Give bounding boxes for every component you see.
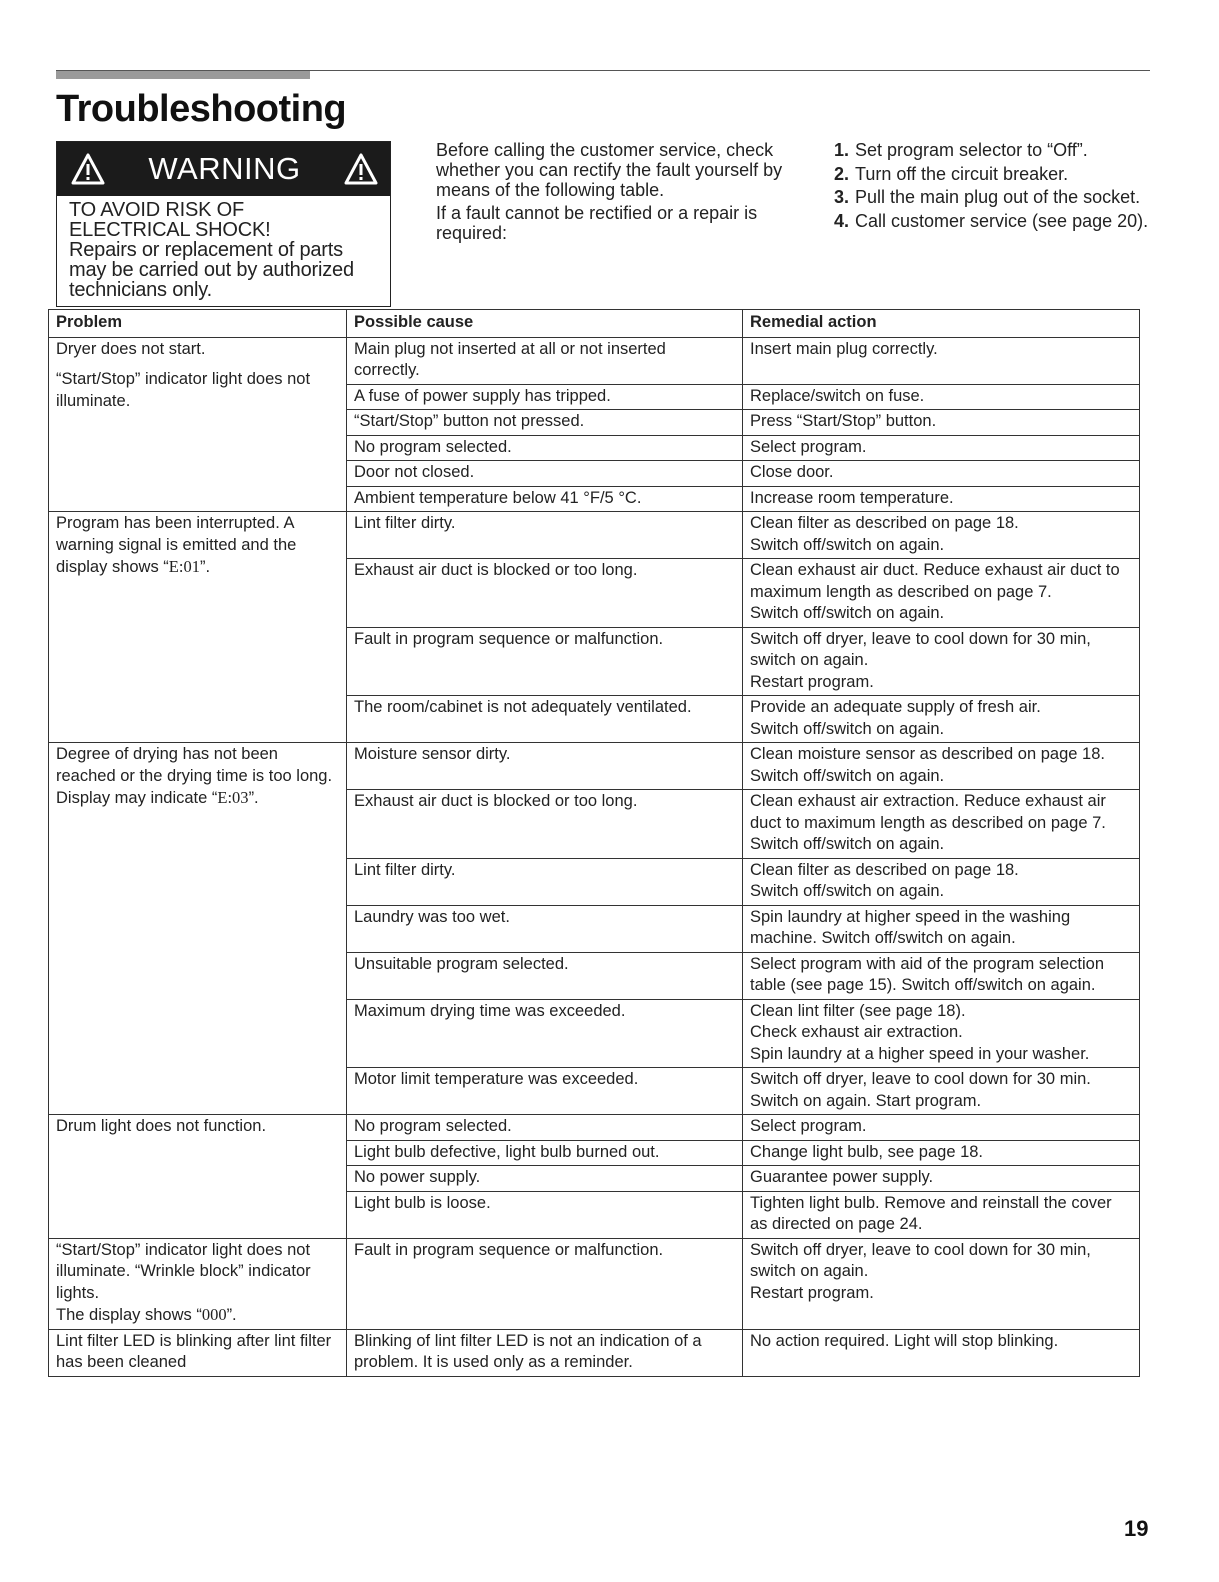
cause-cell: No program selected. bbox=[347, 1115, 743, 1141]
table-row bbox=[49, 1115, 1140, 1141]
action-line: Increase room temperature. bbox=[750, 488, 954, 507]
action-cell bbox=[743, 1115, 1140, 1141]
problem-cell bbox=[49, 337, 347, 512]
problem-cell bbox=[49, 1329, 347, 1376]
action-line: Switch off dryer, leave to cool down for 30 min, switch on again. bbox=[750, 629, 1091, 669]
problem-text: Degree of drying has not been reached or the drying time is too long. bbox=[56, 745, 333, 785]
warning-header bbox=[57, 142, 390, 196]
action-cell bbox=[743, 512, 1140, 559]
warning-box bbox=[56, 141, 391, 307]
problem-cell bbox=[49, 1115, 347, 1239]
warning-line: ELECTRICAL SHOCK! bbox=[69, 219, 271, 241]
action-line: Provide an adequate supply of fresh air. bbox=[750, 698, 1041, 716]
step-number: 4. bbox=[834, 210, 850, 231]
action-line: Press “Start/Stop” button. bbox=[750, 412, 937, 430]
warning-line: Repairs or replacement of parts bbox=[69, 239, 343, 261]
action-cell bbox=[743, 1140, 1140, 1166]
action-line: Change light bulb, see page 18. bbox=[750, 1142, 984, 1161]
column-header-problem: Problem bbox=[49, 310, 347, 338]
problem-display-line bbox=[56, 787, 339, 810]
action-cell bbox=[743, 696, 1140, 743]
cause-cell: Blinking of lint filter LED is not an indication of a problem. It is used only as a reminder. bbox=[347, 1329, 743, 1376]
problem-text: Program has been interrupted. A warning signal is emitted and the display shows “ bbox=[56, 514, 297, 576]
cause-cell: Light bulb is loose. bbox=[347, 1191, 743, 1238]
table-body bbox=[49, 337, 1140, 1376]
problem-text: The display shows “ bbox=[56, 1306, 202, 1324]
table-row bbox=[49, 337, 1140, 384]
action-line: Clean exhaust air extraction. Reduce exhaust air duct to maximum length as described on page 7. bbox=[750, 792, 1106, 832]
cause-cell: Lint filter dirty. bbox=[347, 512, 743, 559]
action-line: Clean filter as described on page 18. bbox=[750, 514, 1019, 532]
intro-text bbox=[436, 140, 786, 243]
problem-cell bbox=[49, 512, 347, 743]
cause-cell: Motor limit temperature was exceeded. bbox=[347, 1068, 743, 1115]
step-number: 2. bbox=[834, 163, 850, 184]
step-text: Set program selector to “Off”. bbox=[855, 140, 1088, 160]
action-line: Select program with aid of the program selection table (see page 15). Switch off/switch on again. bbox=[750, 954, 1105, 994]
action-line: Switch off/switch on again. bbox=[750, 835, 945, 853]
step-text: Turn off the circuit breaker. bbox=[855, 163, 1069, 184]
cause-cell: A fuse of power supply has tripped. bbox=[347, 384, 743, 410]
action-line: Close door. bbox=[750, 463, 834, 481]
table-header-row bbox=[49, 310, 1140, 338]
action-line: Insert main plug correctly. bbox=[750, 339, 938, 358]
action-line: Switch off/switch on again. bbox=[750, 604, 945, 622]
column-header-cause: Possible cause bbox=[347, 310, 743, 338]
intro-paragraph: If a fault cannot be rectified or a repair is required: bbox=[436, 203, 758, 243]
action-cell bbox=[743, 435, 1140, 461]
step-item bbox=[834, 140, 1154, 161]
problem-text: “Start/Stop” indicator light does not illuminate. bbox=[56, 370, 311, 410]
error-code: E:03 bbox=[217, 788, 249, 807]
step-number: 1. bbox=[834, 140, 850, 160]
action-line: Switch off/switch on again. bbox=[750, 882, 945, 900]
action-cell bbox=[743, 790, 1140, 859]
action-cell bbox=[743, 337, 1140, 384]
cause-cell: Light bulb defective, light bulb burned out. bbox=[347, 1140, 743, 1166]
action-line: Clean moisture sensor as described on page 18. bbox=[750, 745, 1105, 763]
action-line: Restart program. bbox=[750, 1283, 874, 1302]
table-row bbox=[49, 743, 1140, 790]
table-row bbox=[49, 512, 1140, 559]
action-cell bbox=[743, 743, 1140, 790]
action-line: Switch off/switch on again. bbox=[750, 766, 945, 785]
action-line: Switch off dryer, leave to cool down for 30 min. bbox=[750, 1070, 1091, 1088]
action-line: Guarantee power supply. bbox=[750, 1168, 934, 1186]
action-line: Replace/switch on fuse. bbox=[750, 386, 925, 405]
troubleshooting-table bbox=[48, 309, 1140, 1377]
action-cell bbox=[743, 627, 1140, 696]
cause-cell: Moisture sensor dirty. bbox=[347, 743, 743, 790]
problem-text: Drum light does not function. bbox=[56, 1117, 267, 1135]
step-item bbox=[834, 187, 1154, 208]
warning-message bbox=[57, 196, 390, 300]
action-line: Switch off/switch on again. bbox=[750, 535, 945, 554]
page-title: Troubleshooting bbox=[56, 88, 347, 130]
problem-display-line bbox=[56, 1304, 339, 1327]
cause-cell: No power supply. bbox=[347, 1166, 743, 1192]
problem-text: Display may indicate “ bbox=[56, 789, 218, 807]
action-line: Check exhaust air extraction. bbox=[750, 1023, 963, 1041]
cause-cell: Fault in program sequence or malfunction. bbox=[347, 627, 743, 696]
action-line: Select program. bbox=[750, 437, 867, 456]
warning-line: technicians only. bbox=[69, 279, 212, 301]
cause-cell: Main plug not inserted at all or not inserted correctly. bbox=[347, 337, 743, 384]
problem-text: ”. bbox=[199, 558, 211, 576]
problem-text: ”. bbox=[248, 789, 259, 807]
action-line: Clean exhaust air duct. Reduce exhaust air duct to maximum length as described on page 7. bbox=[750, 561, 1120, 601]
cause-cell: Laundry was too wet. bbox=[347, 905, 743, 952]
cause-cell: Exhaust air duct is blocked or too long. bbox=[347, 790, 743, 859]
action-cell bbox=[743, 1238, 1140, 1329]
action-line: Clean filter as described on page 18. bbox=[750, 860, 1019, 879]
intro-paragraph: Before calling the customer service, check whether you can rectify the fault yourself by means of the following table. bbox=[436, 140, 783, 200]
action-cell bbox=[743, 1329, 1140, 1376]
step-item bbox=[834, 164, 1154, 185]
problem-text: Lint filter LED is blinking after lint filter has been cleaned bbox=[56, 1331, 332, 1371]
cause-cell: Lint filter dirty. bbox=[347, 858, 743, 905]
action-cell bbox=[743, 1166, 1140, 1192]
table-row bbox=[49, 1329, 1140, 1376]
cause-cell: Maximum drying time was exceeded. bbox=[347, 999, 743, 1068]
error-code: E:01 bbox=[168, 557, 200, 576]
action-line: Tighten light bulb. Remove and reinstall the cover as directed on page 24. bbox=[750, 1193, 1112, 1233]
action-cell bbox=[743, 952, 1140, 999]
action-cell bbox=[743, 1068, 1140, 1115]
action-line: Switch on again. Start program. bbox=[750, 1091, 982, 1110]
action-cell bbox=[743, 1191, 1140, 1238]
cause-cell: Ambient temperature below 41 °F/5 °C. bbox=[347, 486, 743, 512]
warning-line: TO AVOID RISK OF bbox=[69, 199, 244, 221]
action-cell bbox=[743, 384, 1140, 410]
warning-triangle-icon bbox=[71, 153, 105, 185]
action-cell bbox=[743, 486, 1140, 512]
step-number: 3. bbox=[834, 187, 850, 207]
table-row bbox=[49, 1238, 1140, 1329]
action-line: Restart program. bbox=[750, 672, 874, 691]
warning-triangle-icon bbox=[344, 153, 378, 185]
problem-cell bbox=[49, 743, 347, 1115]
cause-cell: Fault in program sequence or malfunction. bbox=[347, 1238, 743, 1329]
action-line: Spin laundry at higher speed in the washing machine. Switch off/switch on again. bbox=[750, 907, 1071, 947]
action-cell bbox=[743, 999, 1140, 1068]
action-cell bbox=[743, 905, 1140, 952]
action-cell bbox=[743, 461, 1140, 487]
error-code: 000 bbox=[201, 1305, 227, 1324]
cause-cell: No program selected. bbox=[347, 435, 743, 461]
page-number: 19 bbox=[1124, 1516, 1149, 1541]
step-text: Call customer service (see page 20). bbox=[855, 210, 1149, 231]
action-cell bbox=[743, 559, 1140, 628]
warning-line: may be carried out by authorized bbox=[69, 259, 354, 281]
problem-text: Dryer does not start. bbox=[56, 339, 206, 358]
steps-list bbox=[834, 140, 1154, 234]
action-line: Switch off/switch on again. bbox=[750, 719, 945, 738]
action-line: Switch off dryer, leave to cool down for 30 min, switch on again. bbox=[750, 1240, 1091, 1280]
step-text: Pull the main plug out of the socket. bbox=[855, 187, 1141, 207]
step-item bbox=[834, 211, 1154, 232]
action-line: Spin laundry at a higher speed in your washer. bbox=[750, 1044, 1090, 1063]
problem-text: “Start/Stop” indicator light does not illuminate. “Wrinkle block” indicator lights. bbox=[56, 1240, 311, 1302]
cause-cell: Unsuitable program selected. bbox=[347, 952, 743, 999]
cause-cell: Door not closed. bbox=[347, 461, 743, 487]
problem-cell bbox=[49, 1238, 347, 1329]
action-line: Clean lint filter (see page 18). bbox=[750, 1001, 966, 1020]
cause-cell: Exhaust air duct is blocked or too long. bbox=[347, 559, 743, 628]
column-header-action: Remedial action bbox=[743, 310, 1140, 338]
header-accent-bar bbox=[56, 71, 310, 79]
cause-cell: “Start/Stop” button not pressed. bbox=[347, 410, 743, 436]
action-cell bbox=[743, 410, 1140, 436]
action-line: Select program. bbox=[750, 1117, 867, 1135]
action-line: No action required. Light will stop blinking. bbox=[750, 1331, 1059, 1350]
warning-label: WARNING bbox=[148, 151, 301, 186]
problem-text: ”. bbox=[226, 1306, 237, 1324]
cause-cell: The room/cabinet is not adequately ventilated. bbox=[347, 696, 743, 743]
action-cell bbox=[743, 858, 1140, 905]
